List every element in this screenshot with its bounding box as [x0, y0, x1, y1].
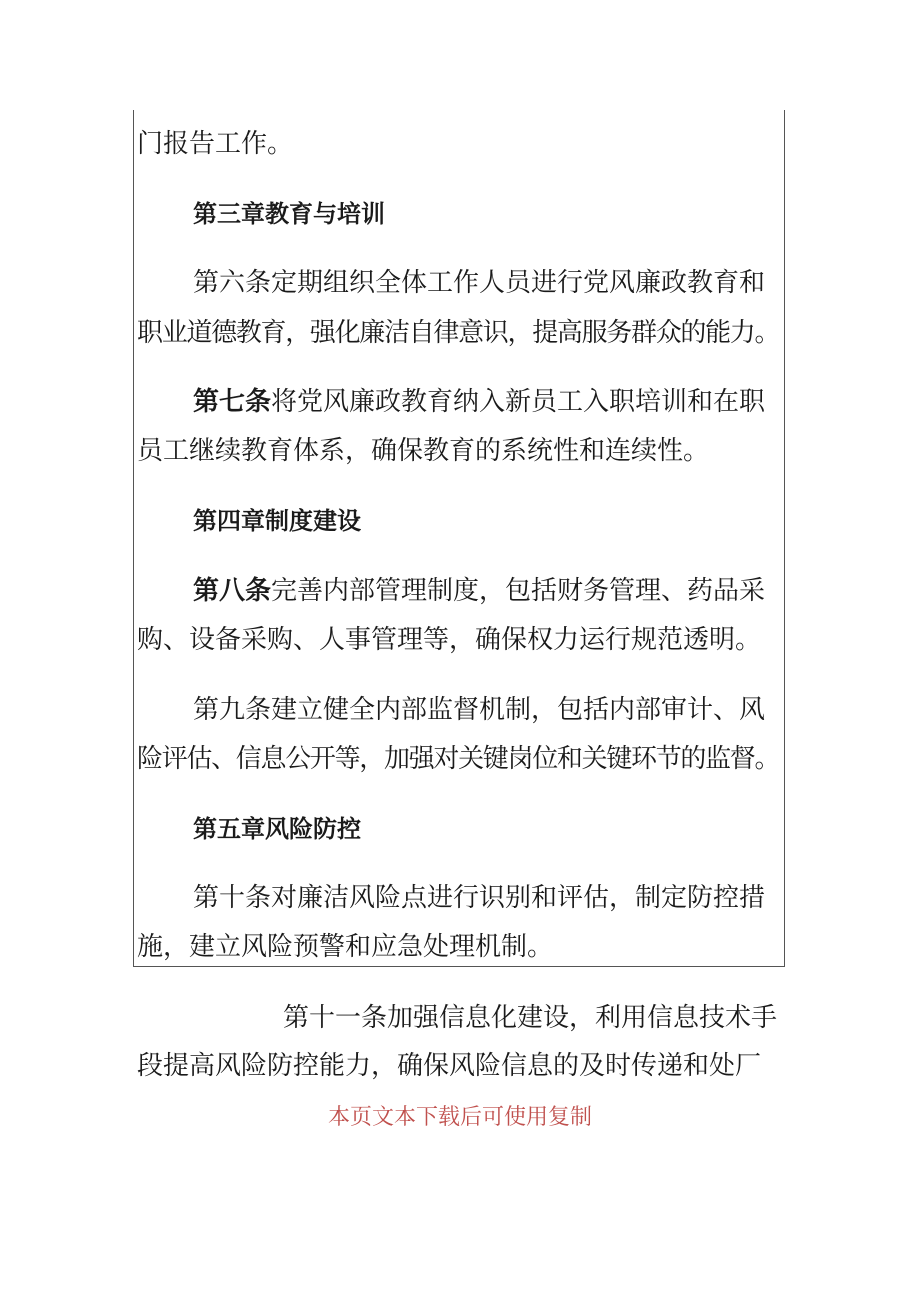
- article-7-line-2: 员工继续教育体系，确保教育的系统性和连续性。: [137, 436, 710, 466]
- article-8-line-2: 购、设备采购、人事管理等，确保权力运行规范透明。: [137, 625, 762, 655]
- paragraph-line: 门报告工作。: [137, 129, 294, 159]
- article-6-line-2: 职业道德教育，强化廉洁自律意识，提高服务群众的能力。: [137, 318, 780, 348]
- chapter-3-heading: 第三章教育与培训: [193, 200, 385, 228]
- article-11-line-1: 第十一条加强信息化建设，利用信息技术手: [283, 1003, 778, 1033]
- article-10-line-2: 施，建立风险预警和应急处理机制。: [137, 932, 554, 962]
- article-7-text: 将党风廉政教育纳入新员工入职培训和在职: [271, 387, 766, 417]
- article-10-line-1: 第十条对廉洁风险点进行识别和评估，制定防控措: [193, 883, 766, 913]
- article-11-line-2: 段提高风险防控能力，确保风险信息的及时传递和处厂: [137, 1051, 762, 1081]
- article-8-line-1: [193, 576, 765, 606]
- article-7-label: 第七条: [193, 387, 272, 417]
- chapter-5-heading: 第五章风险防控: [193, 815, 361, 843]
- article-8-text: 完善内部管理制度，包括财务管理、药品采: [271, 576, 766, 606]
- article-9-line-2: 险评估、信息公开等，加强对关键岗位和关键环节的监督。: [137, 744, 780, 774]
- article-7-line-1: [193, 387, 765, 417]
- article-6-line-1: 第六条定期组织全体工作人员进行党风廉政教育和: [193, 268, 766, 298]
- article-9-line-1: 第九条建立健全内部监督机制，包括内部审计、风: [193, 695, 766, 725]
- chapter-4-heading: 第四章制度建设: [193, 507, 361, 535]
- copy-notice: 本页文本下载后可使用复制: [327, 1105, 592, 1130]
- article-8-label: 第八条: [193, 576, 272, 606]
